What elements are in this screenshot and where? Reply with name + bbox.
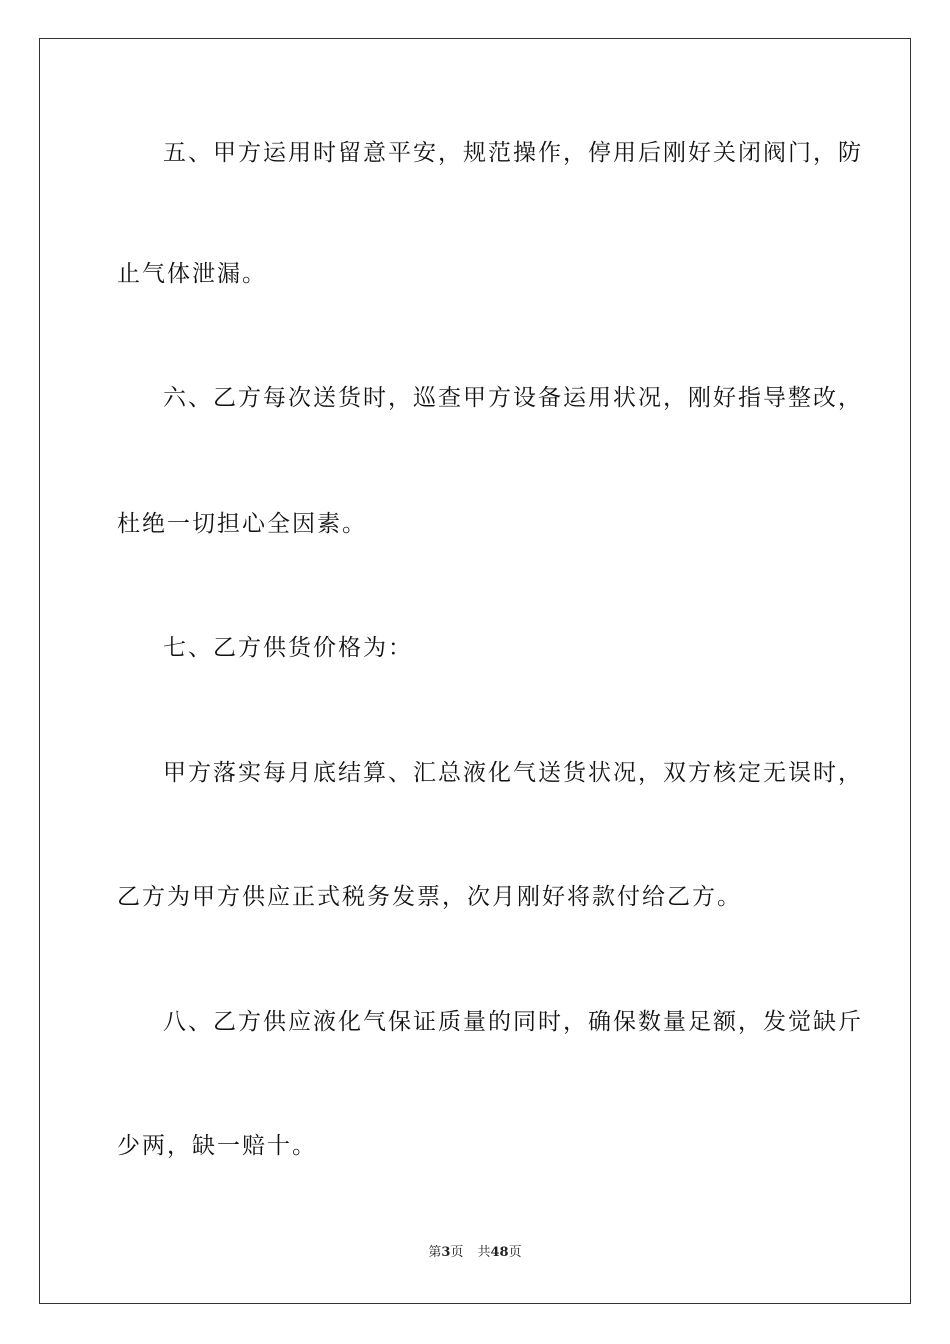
paragraph-5-line-2: 止气体泄漏。	[117, 261, 267, 287]
paragraph-5-line-1: 五、甲方运用时留意平安，规范操作，停用后刚好关闭阀门，防	[163, 140, 863, 166]
paragraph-settlement-line-2: 乙方为甲方供应正式税务发票，次月刚好将款付给乙方。	[117, 884, 742, 910]
page-suffix: 页	[450, 1245, 464, 1260]
page-border	[39, 38, 911, 1304]
paragraph-8-line-2: 少两，缺一赔十。	[117, 1133, 317, 1159]
page-prefix: 第	[428, 1245, 442, 1260]
page-footer	[0, 1244, 950, 1262]
paragraph-7-line-1: 七、乙方供货价格为：	[163, 635, 413, 661]
total-prefix: 共	[477, 1245, 491, 1260]
total-pages: 48	[490, 1245, 509, 1260]
paragraph-6-line-1: 六、乙方每次送货时，巡查甲方设备运用状况，刚好指导整改，	[163, 385, 863, 411]
paragraph-6-line-2: 杜绝一切担心全因素。	[117, 511, 367, 537]
total-suffix: 页	[508, 1245, 522, 1260]
paragraph-settlement-line-1: 甲方落实每月底结算、汇总液化气送货状况，双方核定无误时，	[163, 760, 863, 786]
page-number: 3	[441, 1245, 451, 1260]
paragraph-8-line-1: 八、乙方供应液化气保证质量的同时，确保数量足额，发觉缺斤	[163, 1009, 863, 1035]
